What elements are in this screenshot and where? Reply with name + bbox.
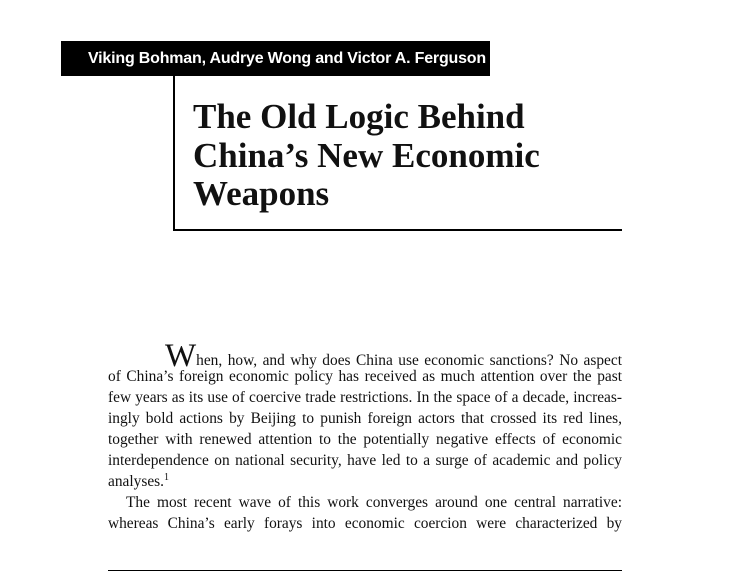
body-line: The most recent wave of this work converges around one central narrative: xyxy=(126,494,622,511)
drop-cap: W xyxy=(165,338,197,374)
body-line: ingly bold actions by Beijing to punish foreign actors that crossed its red lines, xyxy=(108,410,622,427)
title-line: Weapons xyxy=(193,174,330,213)
footnote-marker[interactable]: 1 xyxy=(164,471,169,483)
title-line: China’s New Economic xyxy=(193,135,540,175)
body-line: few years as its use of coercive trade restrictions. In the space of a decade, increas- xyxy=(108,389,622,406)
author-banner xyxy=(61,41,490,76)
body-line: of China’s foreign economic policy has received as much attention over the past xyxy=(108,368,622,385)
authors-text: Viking Bohman, Audrye Wong and Victor A. Ferguson xyxy=(88,50,486,67)
title-line: The Old Logic Behind xyxy=(193,97,525,136)
body-line-text: analyses. xyxy=(108,473,164,490)
body-line-text: hen, how, and why does China use economic sanctions? No aspect xyxy=(196,352,622,369)
body-line: whereas China’s early forays into economic coercion were characterized by xyxy=(108,515,622,532)
body-line: interdependence on national security, have led to a surge of academic and policy xyxy=(108,452,622,469)
footnote-divider xyxy=(108,570,622,571)
body-line xyxy=(108,338,622,374)
paragraph-1 xyxy=(108,338,622,492)
body-line xyxy=(108,471,622,492)
article-title xyxy=(193,98,540,214)
article-body xyxy=(108,338,622,534)
body-line: together with renewed attention to the potentially negative effects of economic xyxy=(108,431,622,448)
paragraph-2 xyxy=(108,492,622,534)
